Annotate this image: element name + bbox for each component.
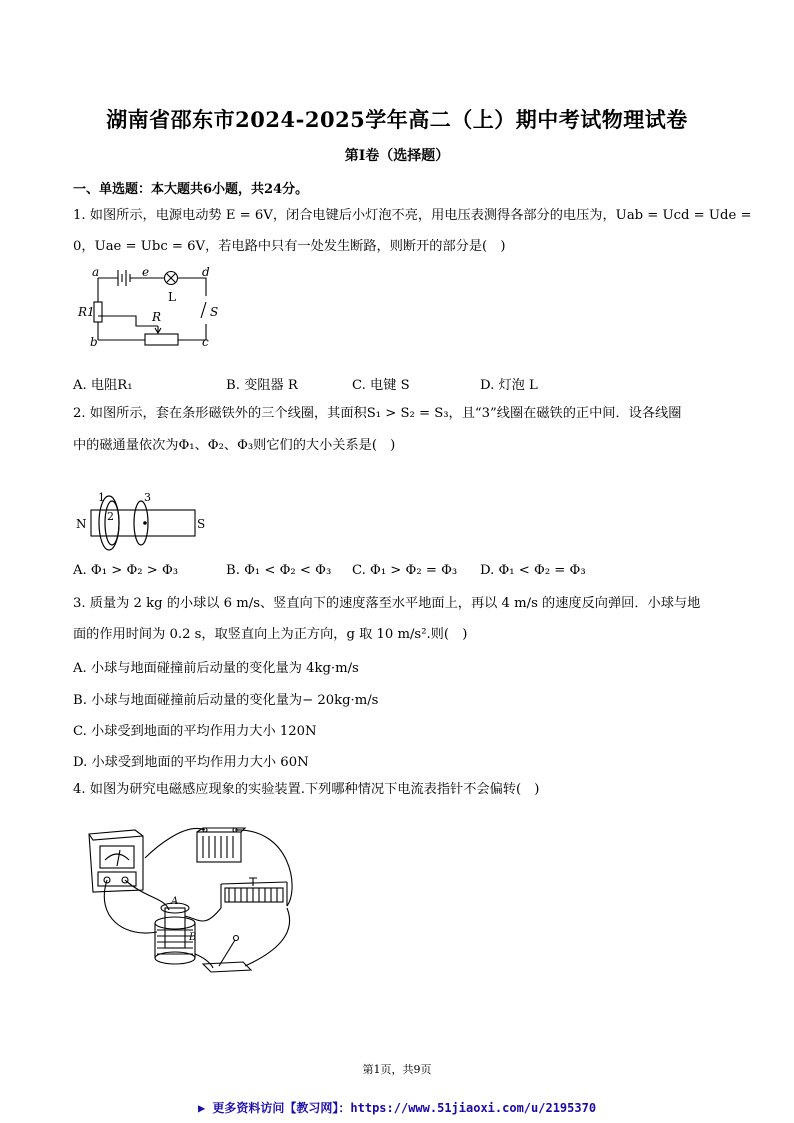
q2-option-b[interactable]: B. Φ₁ < Φ₂ < Φ₃ xyxy=(226,563,332,578)
q2-coil-label-3: 3 xyxy=(144,491,151,504)
q2-option-c[interactable]: C. Φ₁ > Φ₂ = Φ₃ xyxy=(352,563,458,578)
q2-stem-line1: 2. 如图所示，套在条形磁铁外的三个线圈，其面积S₁ > S₂ = S₃，且“3”线圈在磁铁的正中间．设各线圈 xyxy=(73,406,682,421)
q4-apparatus-illustration xyxy=(85,828,300,983)
q1-label-c: c xyxy=(202,335,209,349)
q3-option-d[interactable]: D. 小球受到地面的平均作用力大小 60N xyxy=(73,755,309,770)
section-heading: 一、单选题：本大题共6小题，共24分。 xyxy=(73,182,309,197)
q2-coil-label-2: 2 xyxy=(107,510,114,523)
q2-option-a[interactable]: A. Φ₁ > Φ₂ > Φ₃ xyxy=(73,563,179,578)
page-number: 第1页，共9页 xyxy=(362,1063,432,1076)
part-title: 第I卷（选择题） xyxy=(344,148,450,164)
q1-label-e: e xyxy=(142,265,150,279)
q1-label-S: S xyxy=(210,305,219,319)
q1-label-L: L xyxy=(168,290,176,304)
q1-circuit-diagram xyxy=(78,266,228,348)
q1-stem-line2: 0，Uae = Ubc = 6V，若电路中只有一处发生断路，则断开的部分是( ) xyxy=(73,239,506,254)
q1-option-d[interactable]: D. 灯泡 L xyxy=(480,378,538,393)
q2-pole-n: N xyxy=(76,517,87,531)
q3-option-a[interactable]: A. 小球与地面碰撞前后动量的变化量为 4kg·m/s xyxy=(73,661,359,676)
q3-stem-line1: 3. 质量为 2 kg 的小球以 6 m/s、竖直向下的速度落至水平地面上，再以 4 m/s 的速度反向弹回．小球与地 xyxy=(73,596,701,611)
q4-stem-line1: 4. 如图为研究电磁感应现象的实验装置.下列哪种情况下电流表指针不会偏转( ) xyxy=(73,782,540,797)
q2-pole-s: S xyxy=(197,517,206,531)
q2-magnet-diagram xyxy=(75,490,215,555)
q3-option-b[interactable]: B. 小球与地面碰撞前后动量的变化量为− 20kg·m/s xyxy=(73,693,379,708)
q1-label-a: a xyxy=(92,265,100,279)
q3-stem-line2: 面的作用时间为 0.2 s，取竖直向上为正方向，g 取 10 m/s².则( ) xyxy=(73,627,468,642)
q1-label-R: R xyxy=(152,310,162,324)
q1-stem-text1: 1. 如图所示，电源电动势 E = 6V，闭合电键后小灯泡不亮，用电压表测得各部分的电压为，U xyxy=(73,208,627,223)
q4-label-B: B xyxy=(189,932,197,943)
q1-label-b: b xyxy=(90,335,98,349)
q3-option-c[interactable]: C. 小球受到地面的平均作用力大小 120N xyxy=(73,724,317,739)
q1-stem-line1 xyxy=(73,207,752,225)
q1-option-a[interactable]: A. 电阻R₁ xyxy=(73,378,133,393)
q2-coil-label-1: 1 xyxy=(98,491,105,504)
promo-link[interactable]: ▶ 更多资料访问【教习网】：https://www.51jiaoxi.com/u/2195370 xyxy=(197,1101,597,1115)
page-title: 湖南省邵东市2024-2025学年高二（上）期中考试物理试卷 xyxy=(106,107,688,132)
q4-label-A: A xyxy=(171,896,179,907)
q1-option-c[interactable]: C. 电键 S xyxy=(352,378,410,393)
q1-label-d: d xyxy=(202,265,210,279)
q1-stem-tail: ab = Ucd = Ude = xyxy=(626,208,752,223)
q1-option-b[interactable]: B. 变阻器 R xyxy=(226,378,298,393)
q1-label-R1: R1 xyxy=(78,305,95,319)
q2-option-d[interactable]: D. Φ₁ < Φ₂ = Φ₃ xyxy=(480,563,586,578)
q2-stem-line2: 中的磁通量依次为Φ₁、Φ₂、Φ₃则它们的大小关系是( ) xyxy=(73,438,396,453)
